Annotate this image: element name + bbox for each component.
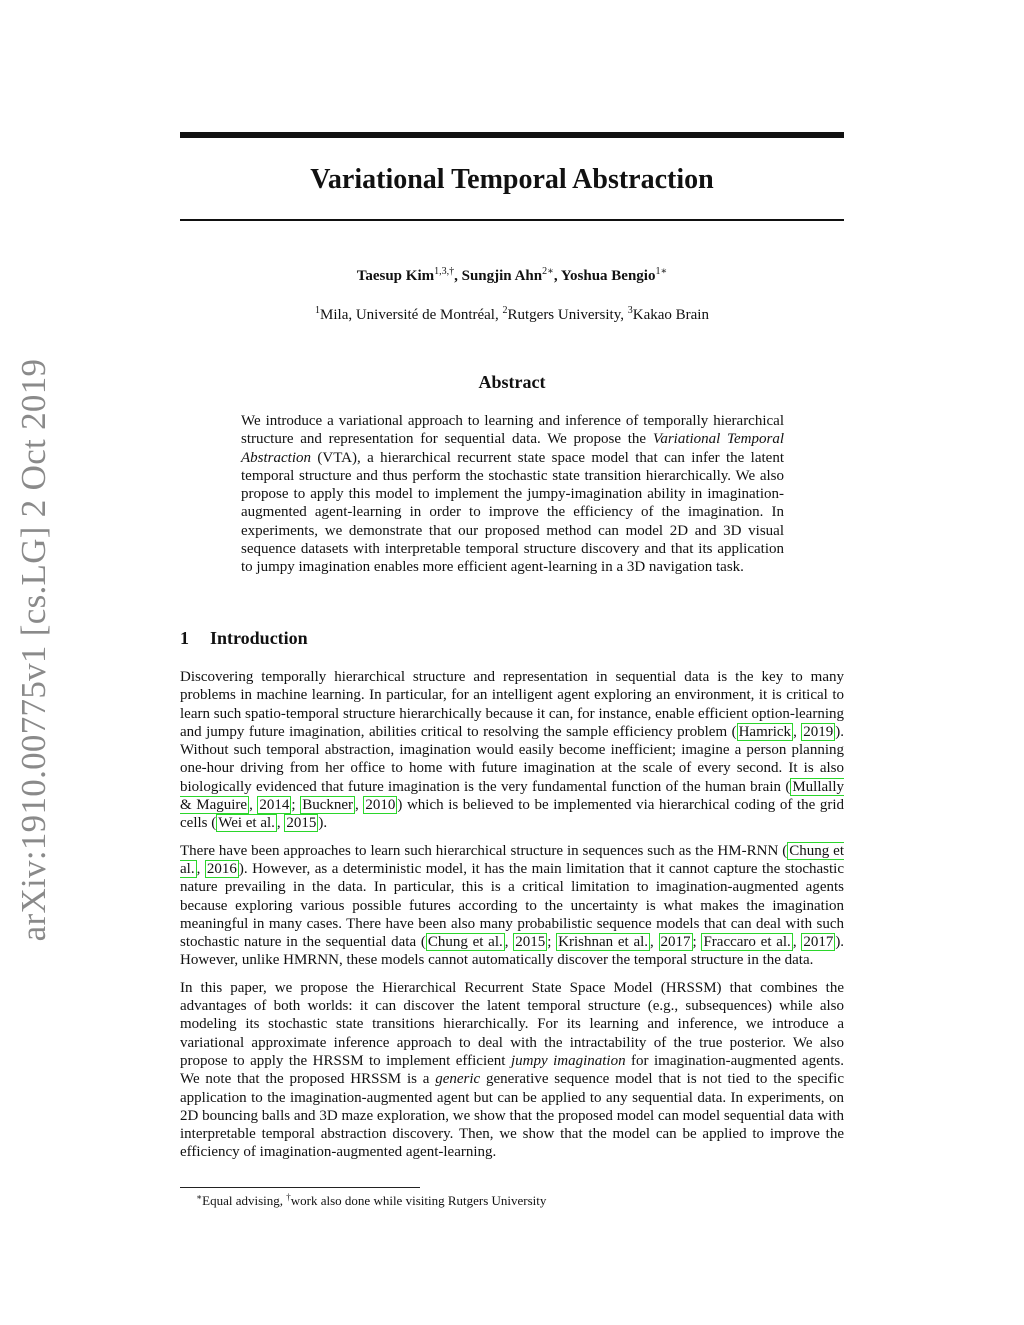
footnote-rule: [180, 1187, 420, 1188]
arxiv-identifier-stamp: [12, 358, 56, 942]
paragraph: In this paper, we propose the Hierarchical Recurrent State Space Model (HRSSM) that combines the advantages of both worlds: it can discover the latent temporal structure (e.g., subsequences) while also modeling its stochastic state transitions hierarchically. For its learning and inference, we introduce a variational approximate inference approach to deal with the intractability of the true posterior. We also propose to apply the HRSSM to implement efficient jumpy imagination for imagination-augmented agents. We note that the proposed HRSSM is a generic generative sequence model that is not tied to the specific application to the imagination-augmented agent but can be applied to any sequential data. In experiments, on 2D bouncing balls and 3D maze exploration, we show that the proposed model can model sequential data with interpretable temporal abstraction discovery. Then, we show that the model can be applied to improve the efficiency of imagination-augmented agent-learning.: [180, 979, 844, 1161]
citation-link[interactable]: Hamrick: [738, 723, 792, 740]
citation-link[interactable]: Buckner: [302, 797, 354, 814]
citation-link[interactable]: 2017: [660, 934, 691, 951]
author-name: Yoshua Bengio: [560, 268, 656, 284]
emphasis: jumpy imagination: [510, 1052, 626, 1069]
emphasis: Variational Temporal Abstraction: [241, 431, 785, 466]
citation-link[interactable]: 2014: [259, 797, 290, 814]
citation-link[interactable]: 2017: [803, 934, 834, 951]
footnote: ∗Equal advising, †work also done while visiting Rutgers University: [196, 1192, 547, 1208]
citation-link[interactable]: 2010: [365, 797, 396, 814]
section-number: 1: [180, 628, 189, 648]
author-marks: 1,3,†: [434, 266, 455, 277]
author-marks: 1∗: [655, 266, 668, 277]
title-rule-bottom: [180, 219, 844, 221]
abstract-text: We introduce a variational approach to learning and inference of temporally hierarchical structure and representation for sequential data. We propose the Variational Temporal Abstraction (VTA), a hierarchical recurrent state space model that can infer the latent temporal structure and thus perform the stochastic state transition hierarchically. We also propose to apply this model to implement the jumpy-imagination ability in imagination-augmented agent-learning in order to improve the efficiency of the imagination. In experiments, we demonstrate that our proposed method can model 2D and 3D visual sequence datasets with interpretable temporal structure discovery and that its application to jumpy imagination enables more efficient agent-learning in a 3D navigation task.: [241, 413, 785, 576]
citation-link[interactable]: 2015: [515, 934, 546, 951]
affiliation-list: $^1$Mila, Université de Montréal, $^2$Rutgers University, $^3$Kakao Brain: [315, 305, 709, 323]
title-rule-top: [180, 132, 844, 138]
emphasis: generic: [435, 1071, 481, 1088]
paper-title: Variational Temporal Abstraction: [310, 164, 714, 195]
citation-link[interactable]: 2015: [286, 815, 317, 832]
citation-link[interactable]: Krishnan et al.: [558, 934, 649, 951]
section-title: Introduction: [210, 628, 308, 648]
author-list: Taesup Kim$^{1,3,\dagger}$, Sungjin Ahn$^{2∗}$, Yoshua Bengio$^{1∗}$: [356, 266, 668, 284]
citation-link[interactable]: Chung et al.: [427, 934, 503, 951]
affiliation-name: Kakao Brain: [632, 307, 709, 323]
paragraph: There have been approaches to learn such hierarchical structure in sequences such as the HM-RNN ( Chung et al. , 2016 ). However, as a deterministic model, it has the main limitation that it cannot capture the stochastic nature prevailing in the data. In particular, this is a critical limitation to imagination-augmented agents because exploring various possible futures according to the uncertainty is what makes the imagination meaningful in many cases. There have been also many probabilistic sequence models that can deal with such stochastic nature in the sequential data ( Chung et al. , 2015 ; Krishnan et al. , 2017 ; Fraccaro et al. , 2017 ). However, unlike HMRNN, these models cannot automatically discover the temporal structure in the data.: [180, 842, 845, 969]
section-heading-introduction: [180, 626, 308, 650]
citation-link[interactable]: Mullally & Maguire: [180, 778, 844, 814]
abstract-heading: Abstract: [478, 372, 546, 392]
affiliation-name: Mila, Université de Montréal: [320, 307, 495, 323]
citation-link[interactable]: Wei et al.: [218, 815, 275, 832]
author-marks: 2∗: [542, 266, 554, 277]
citation-link[interactable]: 2019: [803, 723, 834, 740]
author-name: Taesup Kim: [356, 268, 435, 284]
introduction-body: [180, 668, 844, 1171]
affiliation-name: Rutgers University: [507, 307, 621, 323]
arxiv-identifier-text: arXiv:1910.00775v1 [cs.LG] 2 Oct 2019: [14, 358, 53, 942]
citation-link[interactable]: Fraccaro et al.: [703, 934, 791, 951]
citation-link[interactable]: Chung et al.: [180, 842, 844, 877]
paragraph: Discovering temporally hierarchical structure and representation in sequential data is the key to many problems in machine learning. In particular, for an intelligent agent exploring an environment, it is critical to learn such spatio-temporal structure hierarchically because it can, for instance, enable efficient option-learning and jumpy future imagination, abilities critical to resolving the sample efficiency problem ( Hamrick , 2019 ). Without such temporal abstraction, imagination would easily become inefficient; imagine a person planning one-hour driving from her office to home with future imagination at the scale of every second. It is also biologically evidenced that future imagination is the very fundamental function of the human brain ( Mullally & Maguire , 2014 ; Buckner , 2010 ) which is believed to be implemented via hierarchical coding of the grid cells ( Wei et al. , 2015 ).: [180, 669, 844, 832]
author-name: Sungjin Ahn: [461, 268, 543, 284]
citation-link[interactable]: 2016: [206, 860, 237, 877]
